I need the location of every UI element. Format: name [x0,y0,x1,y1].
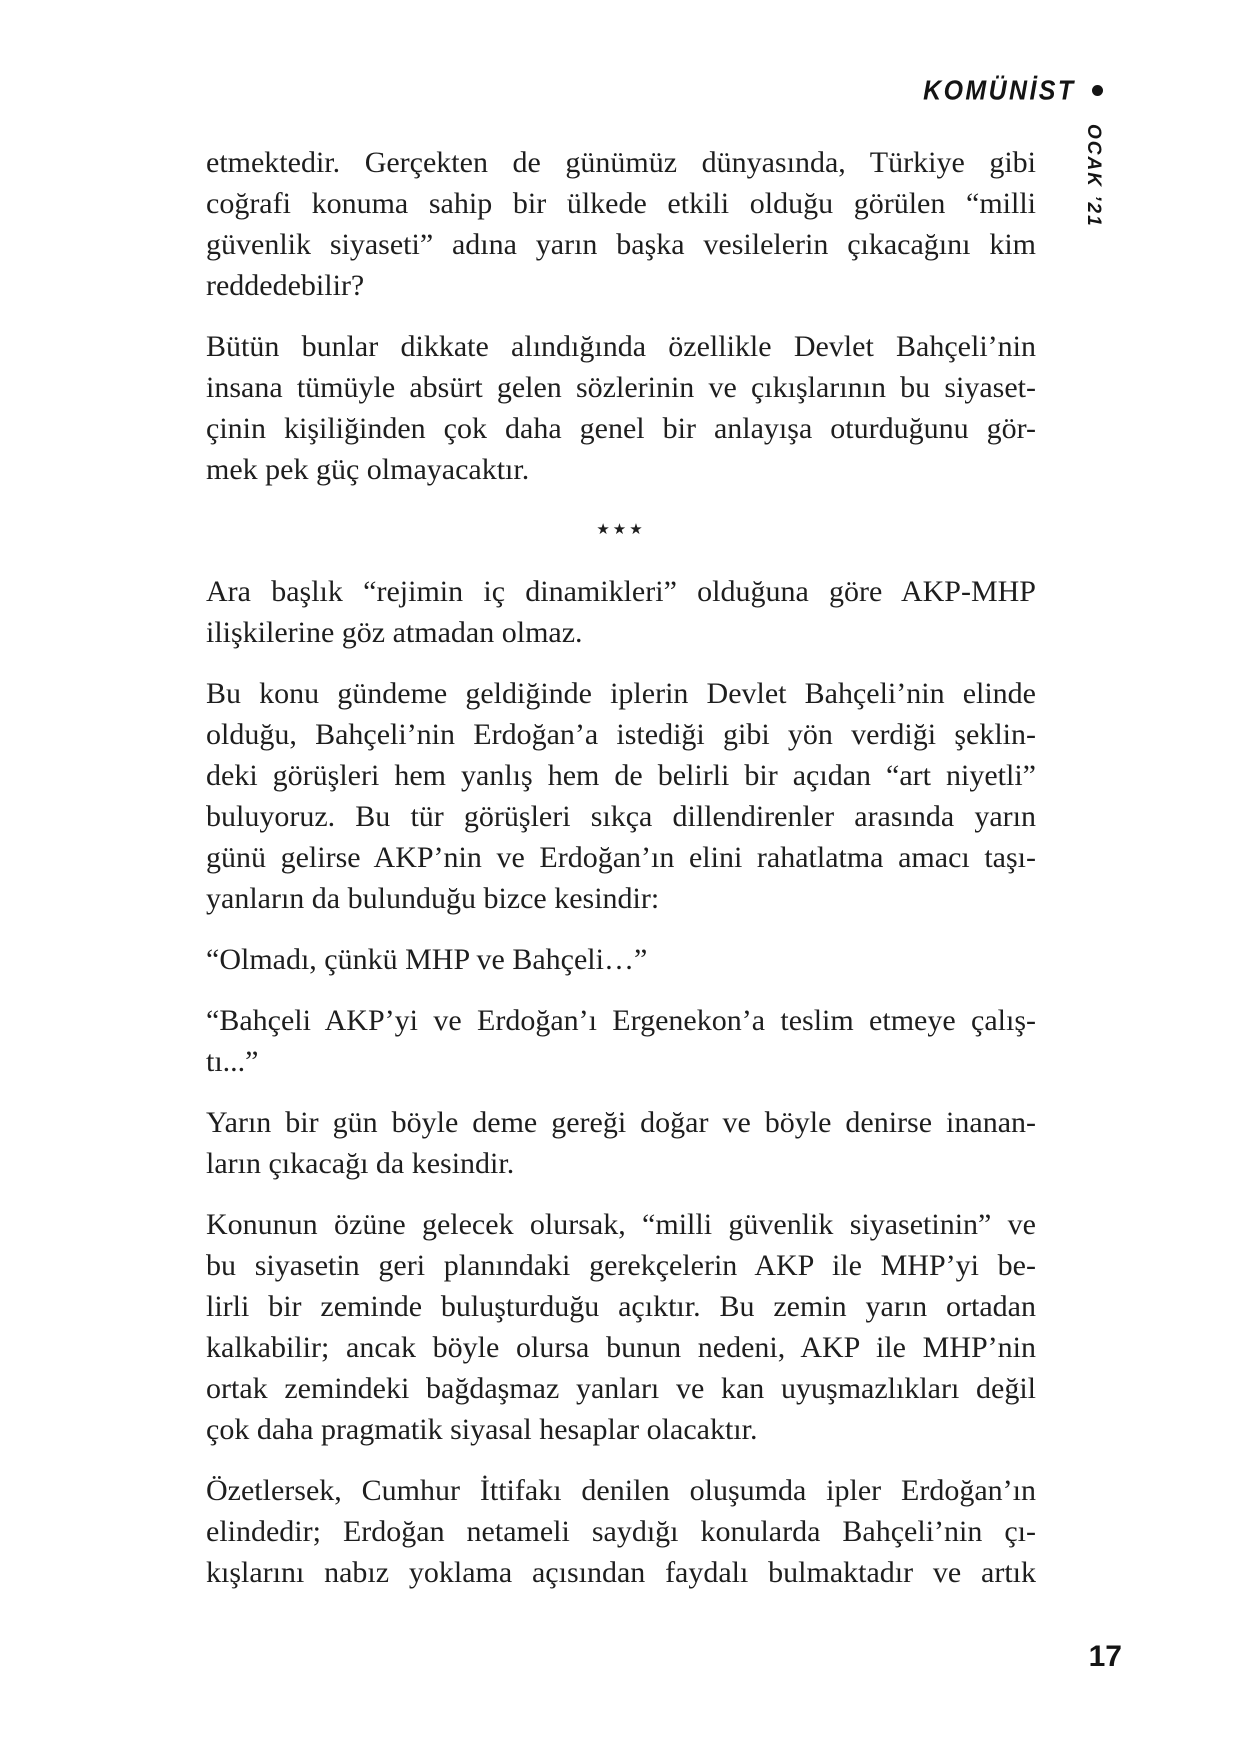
paragraph [206,1470,1036,1593]
paragraph [206,1102,1036,1184]
text-line: Bütün bunlar dikkate alındığında özellikle Devlet Bahçeli’nin [206,330,1036,363]
paragraph [206,571,1036,653]
text-line: çok daha pragmatik siyasal hesaplar olacaktır. [206,1413,758,1446]
section-separator: ★★★ [596,522,646,538]
paragraph [206,142,1036,306]
paragraph [206,673,1036,919]
text-line: etmektedir. Gerçekten de günümüz dünyasında, Türkiye gibi [206,146,1036,179]
bullet-icon [1092,85,1103,96]
text-line: Bu konu gündeme geldiğinde iplerin Devlet Bahçeli’nin elinde [206,677,1036,710]
text-line: kalkabilir; ancak böyle olursa bunun nedeni, AKP ile MHP’nin [206,1331,1036,1364]
text-line: mek pek güç olmayacaktır. [206,453,530,486]
text-line: “Olmadı, çünkü MHP ve Bahçeli…” [206,943,648,976]
paragraph [206,939,1036,980]
text-line: bu siyasetin geri planındaki gerekçelerin AKP ile MHP’yi be- [206,1249,1036,1282]
text-line: çinin kişiliğinden çok daha genel bir anlayışa oturduğunu gör- [206,412,1036,445]
paragraph [206,1204,1036,1450]
text-line: Konunun özüne gelecek olursak, “milli güvenlik siyasetinin” ve [206,1208,1036,1241]
text-line: buluyoruz. Bu tür görüşleri sıkça dillendirenler arasında yarın [206,800,1036,833]
text-line: ların çıkacağı da kesindir. [206,1147,515,1180]
text-line: reddedebilir? [206,269,365,302]
page-number: 17 [1088,1640,1122,1673]
issue-date-vertical: OCAK ’21 [1083,124,1104,228]
article-body [206,142,1036,1613]
text-line: Ara başlık “rejimin iç dinamikleri” olduğuna göre AKP-MHP [206,575,1036,608]
text-line: yanların da bulunduğu bizce kesindir: [206,882,660,915]
text-line: olduğu, Bahçeli’nin Erdoğan’a istediği gibi yön verdiği şeklin- [206,718,1036,751]
text-line: deki görüşleri hem yanlış hem de belirli bir açıdan “art niyetli” [206,759,1036,792]
text-line: Yarın bir gün böyle deme gereği doğar ve böyle denirse inanan- [206,1106,1036,1139]
text-line: günü gelirse AKP’nin ve Erdoğan’ın elini rahatlatma amacı taşı- [206,841,1036,874]
text-line: tı...” [206,1045,259,1078]
text-line: lirli bir zeminde buluşturduğu açıktır. Bu zemin yarın ortadan [206,1290,1036,1323]
text-line: elindedir; Erdoğan netameli saydığı konularda Bahçeli’nin çı- [206,1515,1036,1548]
text-line: “Bahçeli AKP’yi ve Erdoğan’ı Ergenekon’a teslim etmeye çalış- [206,1004,1036,1037]
text-line: kışlarını nabız yoklama açısından faydalı bulmaktadır ve artık [206,1556,1036,1589]
text-line: ilişkilerine göz atmadan olmaz. [206,616,583,649]
magazine-title: KOMÜNİST [923,73,1076,107]
paragraph [206,1000,1036,1082]
paragraph [206,326,1036,490]
text-line: Özetlersek, Cumhur İttifakı denilen oluşumda ipler Erdoğan’ın [206,1474,1036,1507]
text-line: coğrafi konuma sahip bir ülkede etkili olduğu görülen “milli [206,187,1036,220]
text-line: güvenlik siyaseti” adına yarın başka vesilelerin çıkacağını kim [206,228,1036,261]
running-head [920,75,1103,106]
text-line: ortak zemindeki bağdaşmaz yanları ve kan uyuşmazlıkları değil [206,1372,1036,1405]
text-line: insana tümüyle absürt gelen sözlerinin ve çıkışlarının bu siyaset- [206,371,1036,404]
